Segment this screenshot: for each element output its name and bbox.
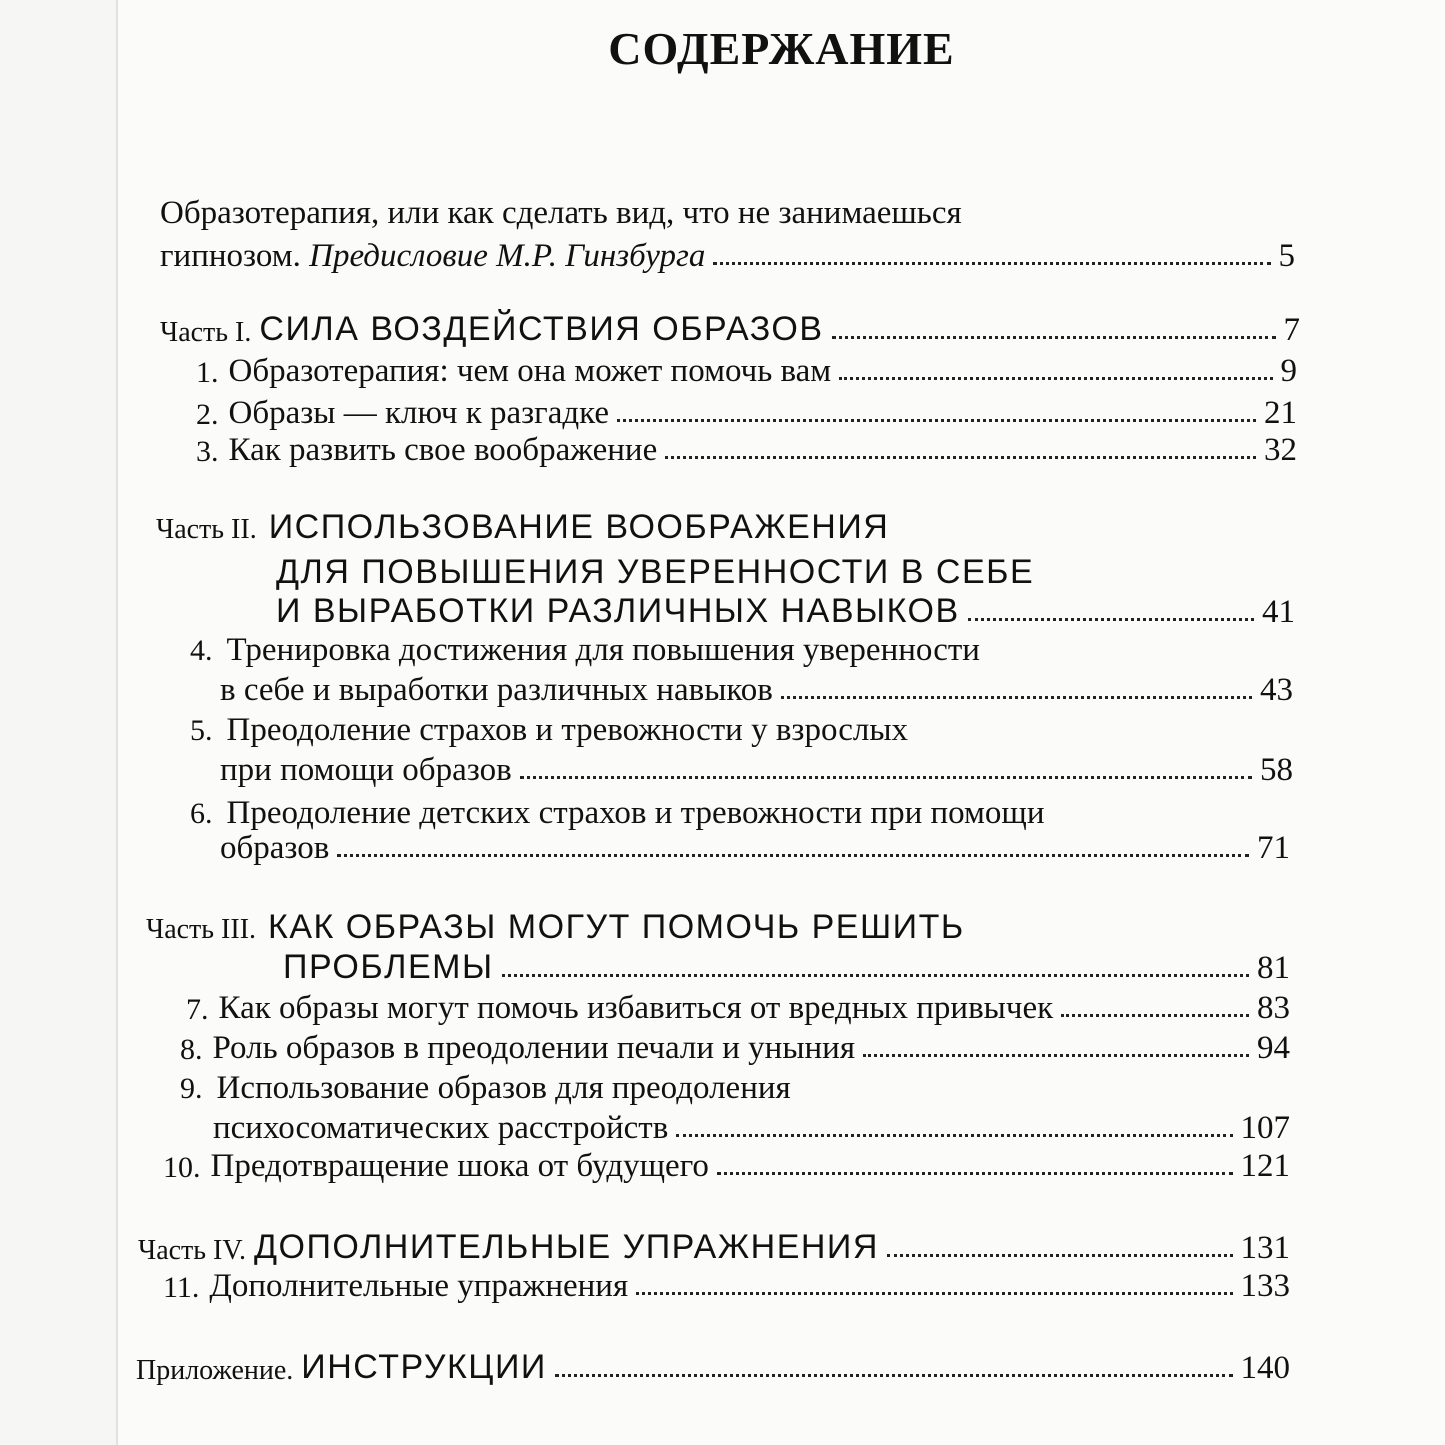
part-title: ИСПОЛЬЗОВАНИЕ ВООБРАЖЕНИЯ xyxy=(268,508,890,546)
preface-line-1: Образотерапия, или как сделать вид, что не занимаешься xyxy=(160,195,962,231)
chapter-title-line-2: психосоматических расстройств xyxy=(213,1110,669,1146)
toc-chapter-2[interactable] xyxy=(196,395,1297,432)
chapter-number: 6. xyxy=(190,797,213,830)
page-number: 43 xyxy=(1260,672,1293,708)
toc-appendix[interactable] xyxy=(136,1348,1290,1387)
part-title-line-3: И ВЫРАБОТКИ РАЗЛИЧНЫХ НАВЫКОВ xyxy=(276,592,960,630)
chapter-title: Использование образов для преодоления xyxy=(216,1070,791,1106)
toc-chapter-9-line-1[interactable] xyxy=(180,1070,791,1107)
page-number: 58 xyxy=(1260,752,1293,788)
leader-dots xyxy=(636,1292,1232,1295)
leader-dots xyxy=(617,419,1256,422)
toc-chapter-7[interactable] xyxy=(186,990,1290,1027)
part-title-line-2: ДЛЯ ПОВЫШЕНИЯ УВЕРЕННОСТИ В СЕБЕ xyxy=(276,553,1035,591)
toc-chapter-11[interactable] xyxy=(163,1268,1290,1305)
toc-part-2[interactable] xyxy=(276,592,1295,631)
chapter-number: 1. xyxy=(196,356,219,389)
toc-part-3-line-1[interactable] xyxy=(146,908,965,947)
toc-chapter-6[interactable] xyxy=(220,830,1290,867)
toc-chapter-5[interactable] xyxy=(220,752,1293,789)
leader-dots xyxy=(520,776,1252,779)
chapter-title-line-2: в себе и выработки различных навыков xyxy=(220,672,773,708)
toc-chapter-3[interactable] xyxy=(196,432,1297,469)
page-number: 133 xyxy=(1240,1268,1290,1304)
part-title-line-2: ПРОБЛЕМЫ xyxy=(283,948,494,986)
page-title: СОДЕРЖАНИЕ xyxy=(608,23,955,74)
toc-chapter-6-line-1[interactable] xyxy=(190,795,1045,832)
chapter-title-line-2: при помощи образов xyxy=(220,752,512,788)
toc-chapter-5-line-1[interactable] xyxy=(190,712,908,749)
leader-dots xyxy=(781,696,1252,699)
part-title: КАК ОБРАЗЫ МОГУТ ПОМОЧЬ РЕШИТЬ xyxy=(268,908,965,946)
leader-dots xyxy=(717,1172,1233,1175)
toc-chapter-1[interactable] xyxy=(196,353,1297,390)
part-label: Часть II. xyxy=(156,514,257,545)
leader-dots xyxy=(502,974,1249,977)
toc-chapter-8[interactable] xyxy=(180,1030,1290,1067)
toc-chapter-4[interactable] xyxy=(220,672,1293,709)
chapter-title-line-2: образов xyxy=(220,830,330,866)
toc-entry-preface[interactable] xyxy=(160,238,1295,275)
book-page xyxy=(118,0,1445,1445)
leader-dots xyxy=(713,262,1270,265)
part-title: ДОПОЛНИТЕЛЬНЫЕ УПРАЖНЕНИЯ xyxy=(254,1228,879,1266)
toc-part-3[interactable] xyxy=(283,948,1290,987)
toc-chapter-10[interactable] xyxy=(163,1148,1290,1185)
part-label: Часть I. xyxy=(160,317,252,348)
appendix-label: Приложение. xyxy=(136,1355,294,1386)
table-of-contents xyxy=(118,0,1445,1445)
toc-part-2-line-1[interactable] xyxy=(156,508,889,547)
chapter-number: 4. xyxy=(190,634,213,667)
chapter-number: 11. xyxy=(163,1271,200,1304)
toc-part-1[interactable] xyxy=(160,310,1300,349)
chapter-title: Как развить свое воображение xyxy=(228,432,658,468)
chapter-title: Образотерапия: чем она может помочь вам xyxy=(228,353,832,389)
chapter-title: Дополнительные упражнения xyxy=(209,1268,629,1304)
page-number: 5 xyxy=(1278,238,1295,274)
toc-chapter-9[interactable] xyxy=(213,1110,1290,1147)
page-number: 81 xyxy=(1257,950,1290,986)
chapter-number: 3. xyxy=(196,435,219,468)
page-number: 94 xyxy=(1257,1030,1290,1066)
chapter-title: Как образы могут помочь избавиться от вредных привычек xyxy=(218,990,1054,1026)
page-number: 121 xyxy=(1240,1148,1290,1184)
chapter-number: 10. xyxy=(163,1151,201,1184)
page-number: 83 xyxy=(1257,990,1290,1026)
part-label: Часть III. xyxy=(146,914,257,945)
toc-chapter-4-line-1[interactable] xyxy=(190,632,980,669)
chapter-title: Роль образов в преодолении печали и уныния xyxy=(212,1030,856,1066)
leader-dots xyxy=(1061,1014,1249,1017)
chapter-number: 8. xyxy=(180,1033,203,1066)
page-number: 9 xyxy=(1280,353,1297,389)
leader-dots xyxy=(887,1254,1233,1257)
page-number: 71 xyxy=(1257,830,1290,866)
leader-dots xyxy=(968,618,1254,621)
page-number: 131 xyxy=(1240,1230,1290,1266)
page-number: 7 xyxy=(1283,312,1300,348)
chapter-title: Тренировка достижения для повышения уверенности xyxy=(226,632,980,668)
page-number: 21 xyxy=(1264,395,1297,431)
leader-dots xyxy=(337,854,1249,857)
page-number: 107 xyxy=(1240,1110,1290,1146)
chapter-title: Преодоление детских страхов и тревожности при помощи xyxy=(226,795,1045,831)
leader-dots xyxy=(863,1054,1249,1057)
preface-line-2: гипнозом. Предисловие М.Р. Гинзбурга xyxy=(160,238,706,274)
leader-dots xyxy=(555,1374,1233,1377)
chapter-number: 5. xyxy=(190,714,213,747)
part-label: Часть IV. xyxy=(138,1235,246,1266)
leader-dots xyxy=(839,377,1272,380)
page-number: 41 xyxy=(1262,594,1295,630)
chapter-number: 2. xyxy=(196,398,219,431)
chapter-title: Образы — ключ к разгадке xyxy=(228,395,610,431)
appendix-title: ИНСТРУКЦИИ xyxy=(301,1348,547,1386)
chapter-number: 9. xyxy=(180,1072,203,1105)
toc-part-4[interactable] xyxy=(138,1228,1290,1267)
leader-dots xyxy=(676,1134,1232,1137)
part-title: СИЛА ВОЗДЕЙСТВИЯ ОБРАЗОВ xyxy=(259,310,824,348)
leader-dots xyxy=(665,456,1256,459)
page-number: 140 xyxy=(1240,1350,1290,1386)
leader-dots xyxy=(832,336,1276,339)
chapter-title: Преодоление страхов и тревожности у взрослых xyxy=(226,712,909,748)
chapter-title: Предотвращение шока от будущего xyxy=(210,1148,709,1184)
page-number: 32 xyxy=(1264,432,1297,468)
chapter-number: 7. xyxy=(186,993,209,1026)
